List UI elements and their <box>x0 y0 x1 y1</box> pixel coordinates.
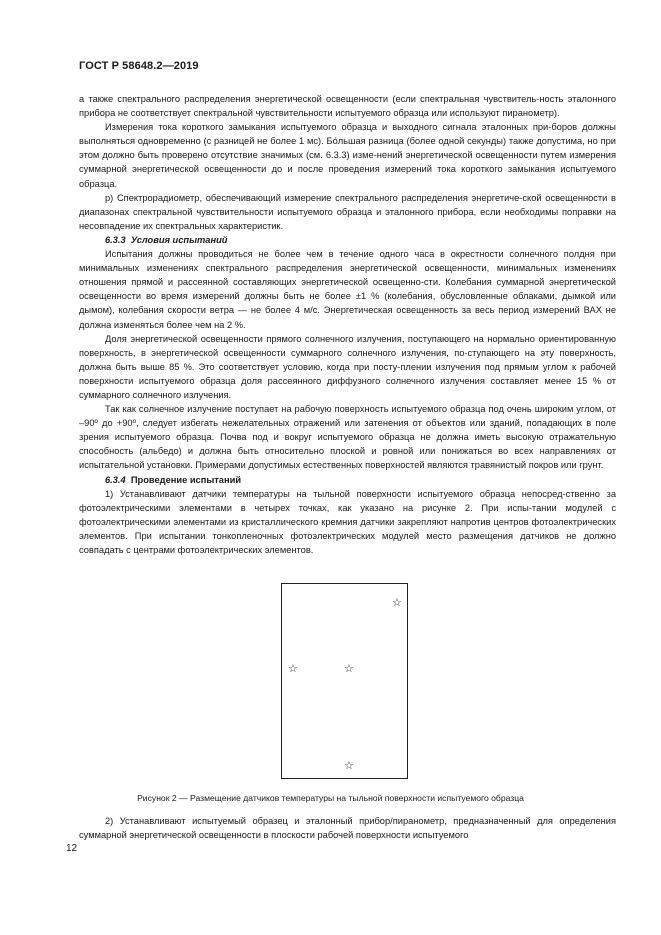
section-number: 6.3.3 <box>105 234 126 245</box>
paragraph: Доля энергетической освещенности прямого солнечного излучения, поступающего на нормально ориентированную поверхность, в энергетической освещенности суммарного солнечного излучения, по-ступающего на эту поверхность, должна быть выше 85 %. Это соответствует условию, когда при посту-плении излучения под прямым углом к рабочей поверхности испытуемого образца доля рассеянного диффузного солнечного излучения составляет менее 15 % от суммарного солнечного излучения. <box>79 333 616 400</box>
paragraph: Так как солнечное излучение поступает на рабочую поверхность испытуемого образца под очень широким углом, от –90º до +90º, следует избегать нежелательных отражений или затенения от объектов или зданий, попадающих в поле зрения испытуемого образца. Почва под и вокруг испытуемого образца не должна иметь высокую отражательную способность (альбедо) и должна быть относительно плоской и ровной или понижаться во всех направлениях от испытательной установки. Примерами допустимых естественных поверхностей являются травянистый покров или грунт. <box>79 404 616 471</box>
paragraph: а также спектрального распределения энергетической освещенности (если спектральная чувствитель-ность эталонного прибора не соответствует спектральной чувствительности испытуемого образца или используют пиранометр). <box>79 94 616 119</box>
figure-caption: Рисунок 2 — Размещение датчиков температуры на тыльной поверхности испытуемого образца <box>137 793 524 803</box>
paragraph: Измерения тока короткого замыкания испытуемого образца и выходного сигнала эталонных при-боров должны выполняться одновременно (с разницей не более 1 мс). Бо́льшая разница (более одной секунды) также допустима, но при этом должно быть проверено отсутствие значимых (см. 6.3.3) изме-нений энергетической освещенности путем измерения суммарной энергетической освещенности до и после проведения измерений тока короткого замыкания испытуемого образца. <box>79 122 616 189</box>
section-heading-6-3-3 <box>79 233 616 247</box>
section-title: Проведение испытаний <box>130 474 242 485</box>
continued-text <box>79 814 616 842</box>
section-heading-6-3-4 <box>79 473 616 487</box>
section-number: 6.3.4 <box>105 474 126 485</box>
sensor-star-icon: ☆ <box>288 663 298 675</box>
page-number: 12 <box>66 843 78 854</box>
document-header: ГОСТ Р 58648.2—2019 <box>79 60 199 72</box>
paragraph: р) Спектрорадиометр, обеспечивающий измерение спектрального распределения энергетиче-ской освещенности в диапазонах спектральной чувствительности испытуемого образца и эталонного прибора, если необходимы поправки на несовпадение их спектральных характеристик. <box>79 192 616 231</box>
sensor-star-icon: ☆ <box>344 663 354 675</box>
module-back-surface-diagram <box>281 583 408 779</box>
main-text <box>79 92 616 557</box>
sensor-star-icon: ☆ <box>344 760 354 772</box>
section-title: Условия испытаний <box>130 234 228 245</box>
sensor-star-icon: ☆ <box>392 597 402 609</box>
paragraph: 2) Устанавливают испытуемый образец и эталонный прибор/пиранометр, предназначенный для определения суммарной энергетической освещенности в плоскости рабочей поверхности испытуемого <box>79 816 616 841</box>
paragraph: 1) Устанавливают датчики температуры на тыльной поверхности испытуемого образца непосред-ственно за фотоэлектрическими элементами в четырех точках, как указано на рисунке 2. При испы-тании модулей с фотоэлектрическими элементами из кристаллического кремния датчики закрепляют напротив центров фотоэлектрических элементов. При испытании тонкопленочных фотоэлектрических модулей место размещения датчиков не должно совпадать с центрами фотоэлектрических элементов. <box>79 488 616 555</box>
paragraph: Испытания должны проводиться не более чем в течение одного часа в окрестности солнечного полдня при минимальных изменениях спектрального распределения энергетической освещенности, минимальных изменениях отношения прямой и рассеянной составляющих энергетической освещенно-сти. Колебания суммарной энергетической освещенности во время измерений должны быть не более ±1 % (колебания, обусловленные облаками, дымкой или дымом), колебания скорости ветра — не более 4 м/с. Энергетическая освещенность за весь период измерений ВАХ не должна изменяться более чем на 2 %. <box>79 249 616 330</box>
